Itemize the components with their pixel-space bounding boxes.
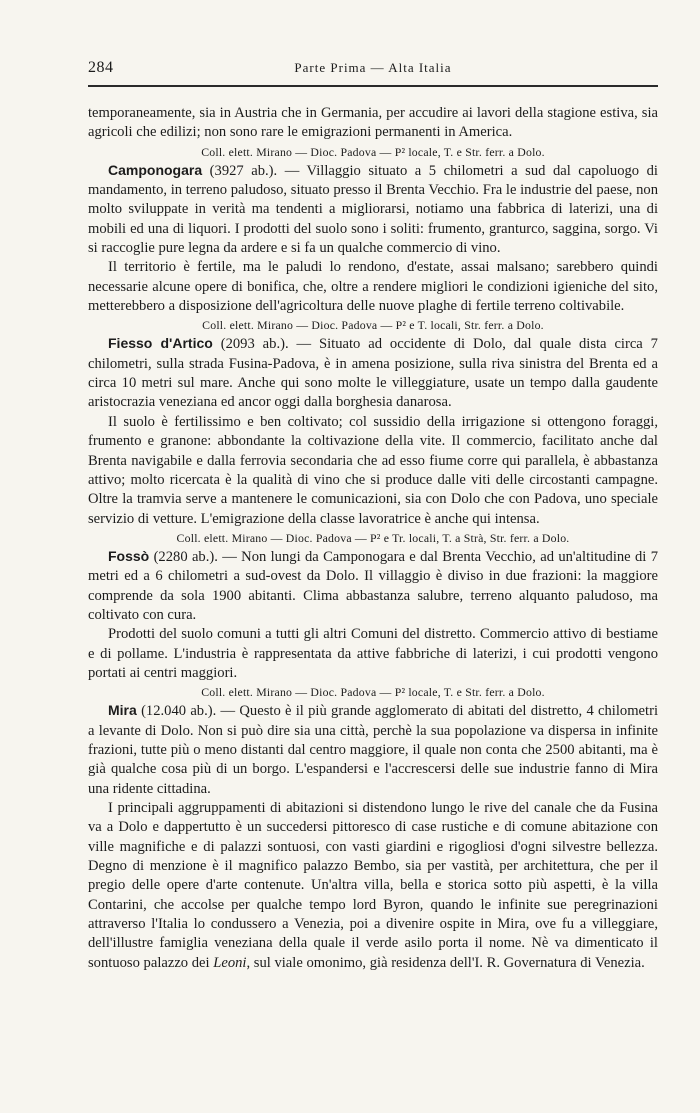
place-name: Camponogara	[108, 161, 203, 178]
entry-fiesso-d-artico	[88, 334, 658, 412]
paragraph-continued: temporaneamente, sia in Austria che in Germania, per accudire ai lavori della stagione estiva, sia agricoli che edilizi; non sono rare le emigrazioni permanenti in America.	[88, 105, 658, 141]
page-header	[88, 59, 658, 81]
page-number: 284	[88, 59, 114, 76]
header-rule	[88, 85, 658, 87]
entry-mira	[88, 701, 658, 799]
paragraph: Il suolo è fertilissimo e ben coltivato; col sussidio della irrigazione si ottengono foraggi, frumento e granone: abbondante la coltivazione della vite. Il commercio, facilitato anche dal Brenta navigabile e dalla ferrovia secondaria che ad esso fiume corre qui parallela, è abbastanza attivo; molto ricercata è la qualità di vino che si produce dalle viti delle circostanti campagne. Oltre la tramvia serve a mantenere le comunicazioni, sia con Dolo che con Padova, uno speciale servizio di vetture. L'emigrazione della classe lavoratrice è anche qui intensa.	[88, 413, 658, 527]
body-text	[88, 104, 658, 973]
paragraph	[88, 799, 658, 973]
paragraph-text: , sul viale omonimo, già residenza dell'I. R. Governatura di Venezia.	[246, 954, 645, 971]
paragraph-text: I principali aggruppamenti di abitazioni si distendono lungo le rive del canale che da Fusina va a Dolo e dappertutto è un succedersi pittoresco di case rustiche e di comune abitazione con ville magnifiche e di palazzi sontuosi, con vasti giardini e rigogliosi d'ogni silvestre bellezza. Degno di menzione è il magnifico palazzo Bembo, sia per vastità, per architettura, che per il pregio delle opere d'arte contenute. Un'altra villa, bella e storica sotto più aspetti, è la villa Contarini, che accolse per qualche tempo lord Byron, quando le infinite sue peregrinazioni attraverso l'Italia lo condussero a Venezia, poi a divenire ospite in Mira, ove fu a villeggiare, dell'illustre famiglia veneziana della quale il verde asilo porta il nome. Nè va dimenticato il sontuoso palazzo dei	[88, 800, 658, 971]
electoral-note: Coll. elett. Mirano — Dioc. Padova — P² locale, T. e Str. ferr. a Dolo.	[201, 144, 545, 159]
entry-camponogara	[88, 161, 658, 259]
place-name: Mira	[108, 702, 137, 719]
entry-text: (2280 ab.). — Non lungi da Camponogara e dal Brenta Vecchio, ad un'altitudine di 7 metri ed a 6 chilometri a sud-ovest da Dolo. Il villaggio è diviso in due frazioni: la maggiore comprende da sola 1900 abitanti. Clima abbastanza salubre, terreno alquanto paludoso, ma coltivato con cura.	[88, 548, 658, 623]
entry-fosso	[88, 547, 658, 625]
entry-text: (12.040 ab.). — Questo è il più grande agglomerato di abitati del distretto, 4 chilometri a levante di Dolo. Non si può dire sia una città, perchè la sua popolazione va dispersa in infinite frazioni, tutte più o meno distanti dal centro maggiore, il quale non conta che 2500 abitanti, ma è già qualche cosa più di un borgo. L'espandersi e l'accrescersi delle sue industrie fanno di Mira una ridente cittadina.	[88, 703, 658, 797]
electoral-note: Coll. elett. Mirano — Dioc. Padova — P² locale, T. e Str. ferr. a Dolo.	[201, 685, 545, 700]
italic-name: Leoni	[213, 954, 247, 971]
paragraph: Il territorio è fertile, ma le paludi lo rendono, d'estate, assai malsano; sarebbero quindi necessarie alcune opere di bonifica, che, oltre a rendere migliori le condizioni igieniche del sito, metterebbero a disposizione dell'agricoltura delle nuove plaghe di fertile terreno coltivabile.	[88, 259, 658, 315]
paragraph: Prodotti del suolo comuni a tutti gli altri Comuni del distretto. Commercio attivo di bestiame e di pollame. L'industria è rappresentata da attive fabbriche di laterizi, i cui prodotti vengono portati ai centri maggiori.	[88, 626, 658, 681]
place-name: Fossò	[108, 547, 150, 564]
running-title: Parte Prima — Alta Italia	[294, 60, 452, 75]
electoral-note: Coll. elett. Mirano — Dioc. Padova — P² e Tr. locali, T. a Strà, Str. ferr. a Dolo.	[176, 530, 570, 545]
place-name: Fiesso d'Artico	[108, 335, 213, 352]
entry-text: (2093 ab.). — Situato ad occidente di Dolo, dal quale dista circa 7 chilometri, sulla strada Fusina-Padova, è in amena posizione, sulla riva sinistra del Brenta ed a circa 10 metri sul mare. Anche qui sono molte le villeggiature, usate un tempo dalla gaudente aristocrazia veneziana ed ancor oggi dalla borghesia danarosa.	[88, 336, 658, 411]
electoral-note: Coll. elett. Mirano — Dioc. Padova — P² e T. locali, Str. ferr. a Dolo.	[202, 318, 544, 333]
entry-text: (3927 ab.). — Villaggio situato a 5 chilometri a sud dal capoluogo di mandamento, in terreno paludoso, situato presso il Brenta Vecchio. Fra le industrie del paese, non molto sviluppate in verità ma tendenti a migliorarsi, notiamo una fabbrica di laterizi, una di mobili ed una di liquori. I prodotti del suolo sono i soliti: frumento, granturco, saggina, sorgo. Vi si raccoglie pure legna da ardere e si fa un qualche commercio di vino.	[88, 162, 658, 257]
